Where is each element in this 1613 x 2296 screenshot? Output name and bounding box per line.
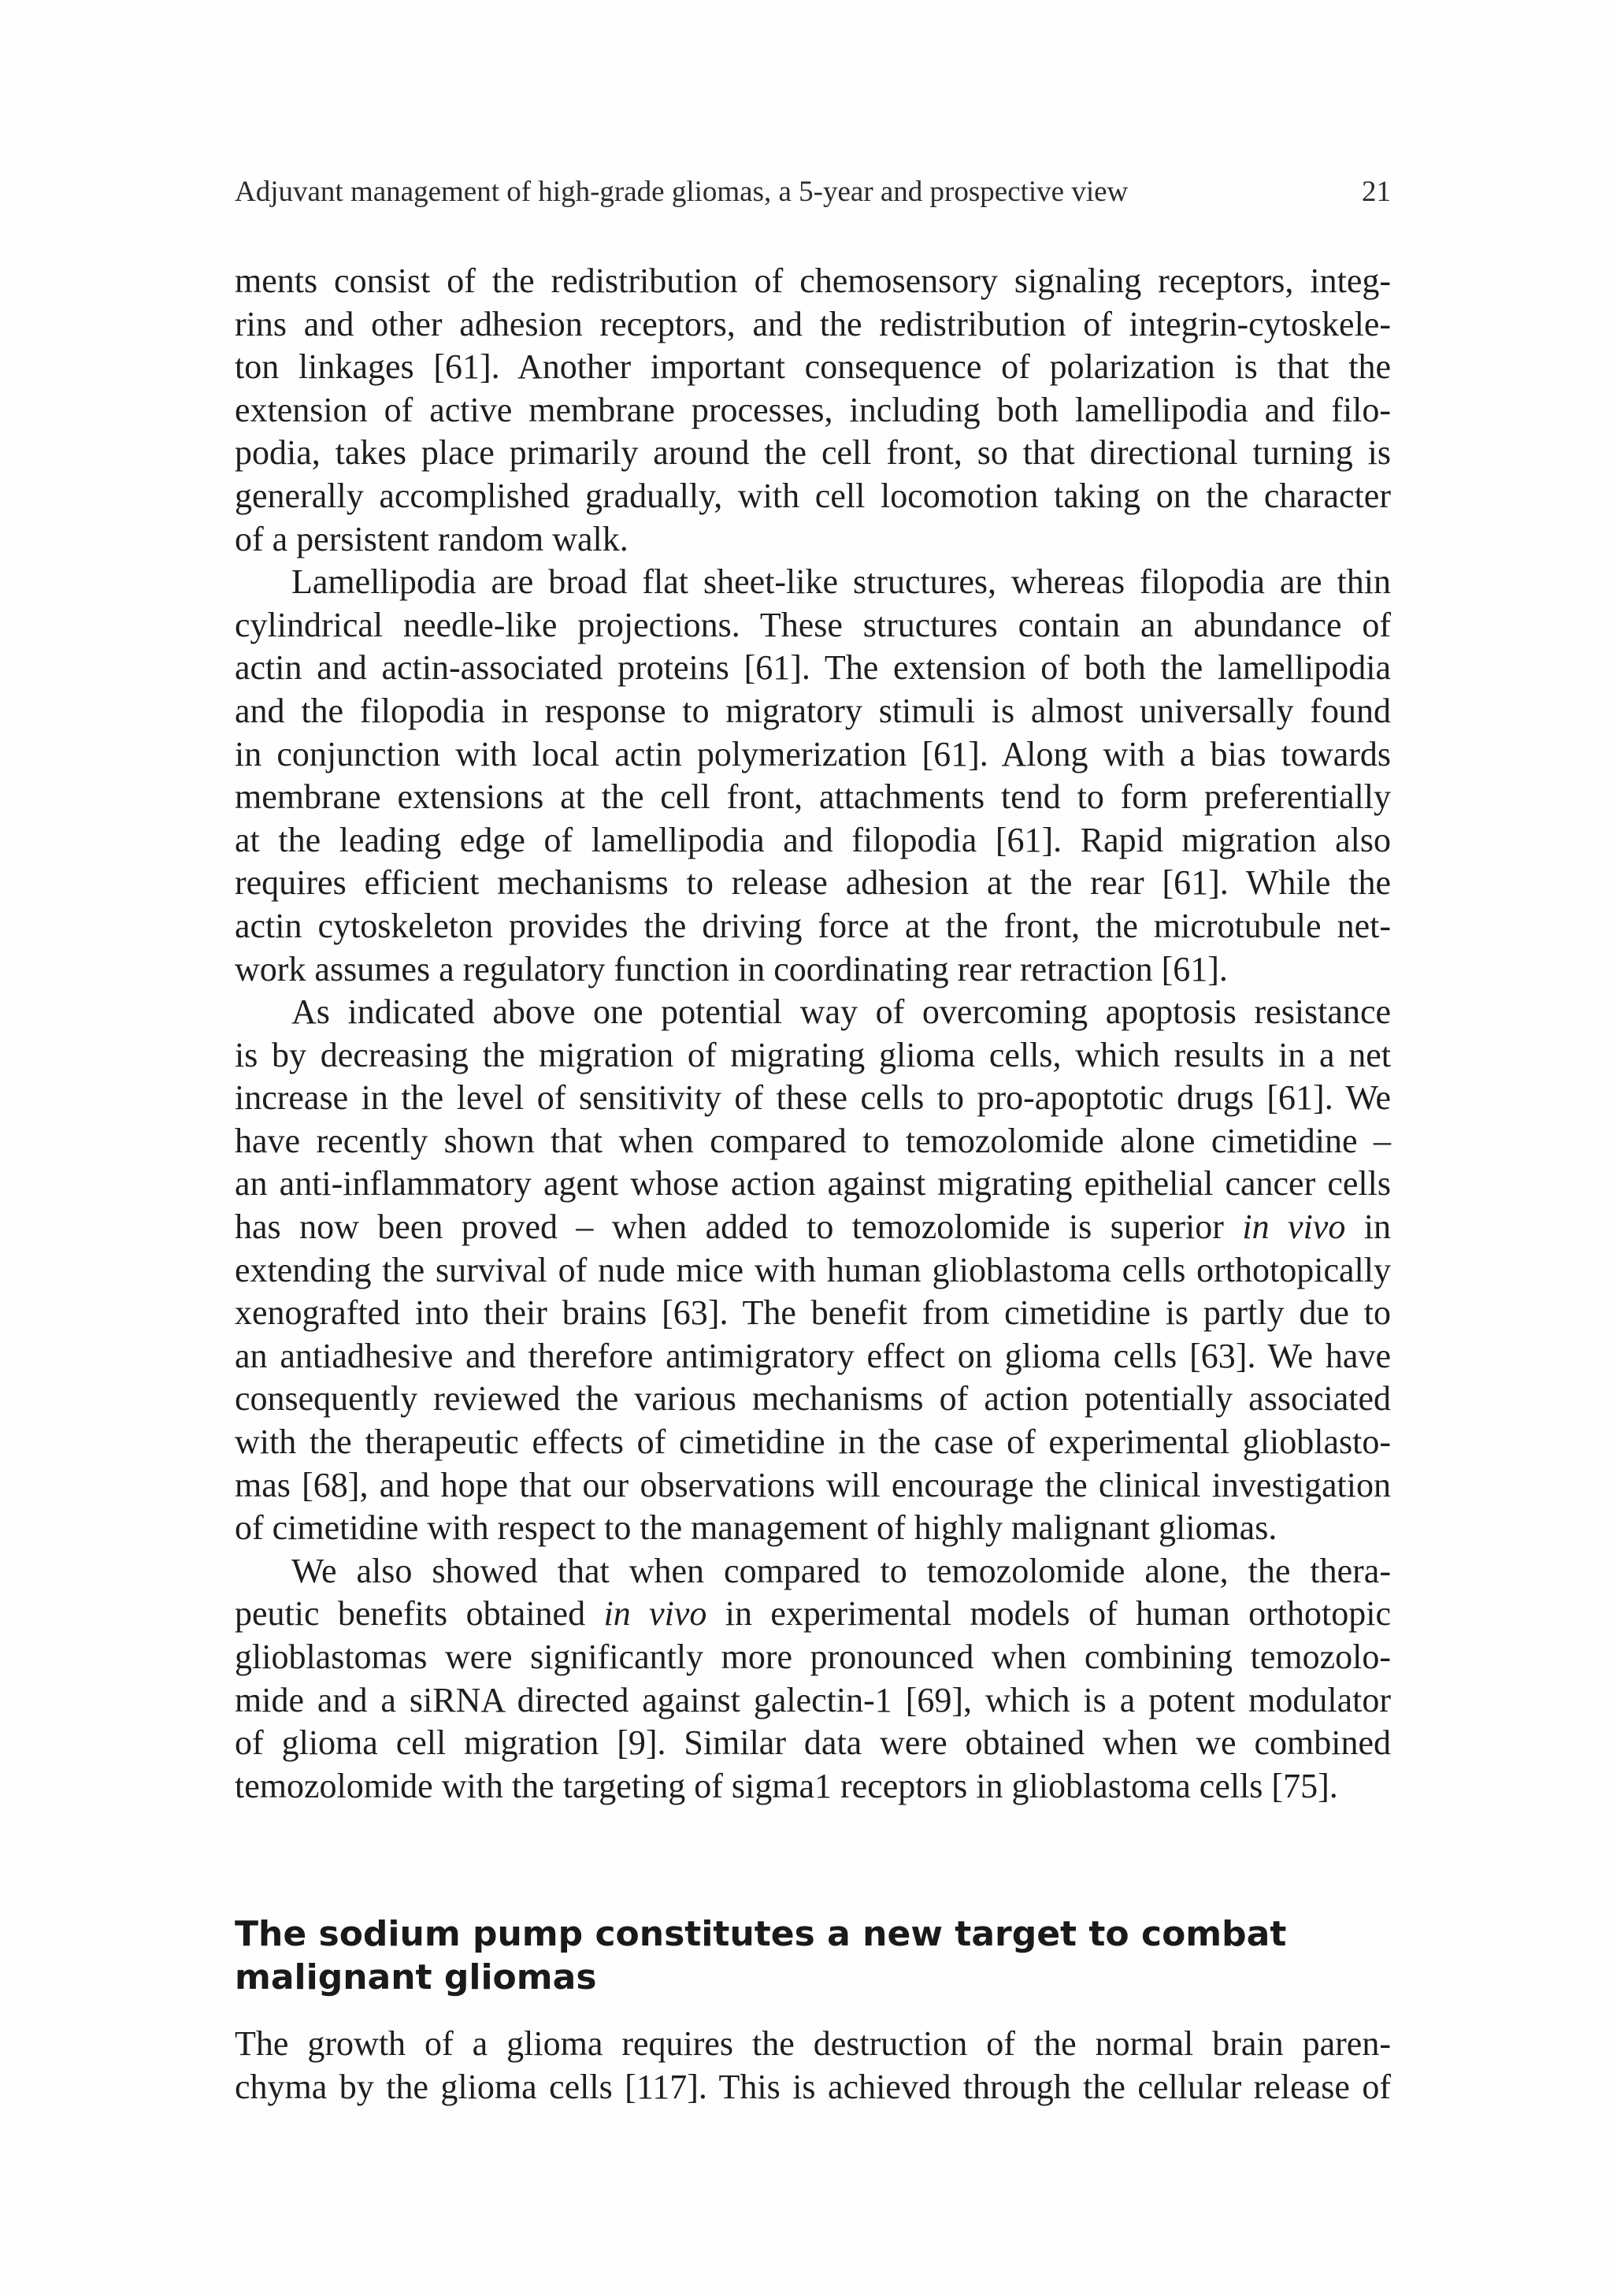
text-segment: peutic benefits obtained: [235, 1594, 586, 1634]
section-heading-line: The sodium pump constitutes a new target to combat: [235, 1914, 1287, 1954]
text-line: rins and other adhesion receptors, and the redistribution of integrin-cytoskele-: [235, 304, 1391, 343]
text-line: mide and a siRNA directed against galectin-1 [69], which is a potent modulator: [235, 1680, 1391, 1719]
text-line: of cimetidine with respect to the management of highly malignant gliomas.: [235, 1508, 1277, 1548]
text-line-with-italic: [235, 1206, 1391, 1249]
text-line: extension of active membrane processes, including both lamellipodia and filo-: [235, 390, 1391, 429]
text-line: of glioma cell migration [9]. Similar data were obtained when we combined: [235, 1723, 1391, 1763]
text-line-with-italic: [235, 1593, 1391, 1636]
text-line: extending the survival of nude mice with human glioblastoma cells orthotopically: [235, 1250, 1391, 1289]
text-line: generally accomplished gradually, with cell locomotion taking on the character: [235, 476, 1391, 515]
text-line: The growth of a glioma requires the destruction of the normal brain paren-: [235, 2024, 1391, 2063]
paragraph-1: [235, 260, 1391, 561]
text-line: xenografted into their brains [63]. The benefit from cimetidine is partly due to: [235, 1293, 1391, 1333]
text-line: increase in the level of sensitivity of these cells to pro-apoptotic drugs [61]. We: [235, 1078, 1391, 1118]
italic-phrase: in vivo: [1242, 1207, 1346, 1247]
italic-phrase: in vivo: [603, 1594, 707, 1634]
text-line: cylindrical needle-like projections. These structures contain an abundance of: [235, 605, 1391, 644]
text-line: actin cytoskeleton provides the driving force at the front, the microtubule net-: [235, 906, 1391, 945]
paragraph-2: [235, 561, 1391, 991]
text-line: glioblastomas were significantly more pronounced when combining temozolo-: [235, 1638, 1391, 1676]
text-line: ton linkages [61]. Another important consequence of polarization is that the: [235, 347, 1391, 387]
text-line: As indicated above one potential way of overcoming apoptosis resistance: [291, 992, 1391, 1032]
text-line: chyma by the glioma cells [117]. This is achieved through the cellular release of: [235, 2067, 1391, 2106]
text-line: consequently reviewed the various mechanisms of action potentially associated: [235, 1379, 1391, 1419]
text-line: in conjunction with local actin polymerization [61]. Along with a bias towards: [235, 734, 1391, 773]
text-line: with the therapeutic effects of cimetidine in the case of experimental glioblasto-: [235, 1422, 1391, 1462]
section-heading-line: malignant gliomas: [235, 1957, 597, 1997]
running-head: [235, 175, 1391, 216]
text-line: temozolomide with the targeting of sigma1 receptors in glioblastoma cells [75].: [235, 1766, 1338, 1805]
text-line: have recently shown that when compared to temozolomide alone cimetidine –: [235, 1121, 1391, 1160]
text-line: at the leading edge of lamellipodia and filopodia [61]. Rapid migration also: [235, 820, 1391, 859]
text-line: is by decreasing the migration of migrating glioma cells, which results in a net: [235, 1035, 1391, 1074]
text-segment: in experimental models of human orthotopic: [725, 1594, 1391, 1634]
section-heading: [235, 1912, 1391, 1999]
paragraph-4: [235, 1550, 1391, 1808]
body-text: [235, 260, 1391, 1808]
text-line: an antiadhesive and therefore antimigratory effect on glioma cells [63]. We have: [235, 1336, 1391, 1375]
text-line: work assumes a regulatory function in coordinating rear retraction [61].: [235, 949, 1228, 989]
text-line: Lamellipodia are broad flat sheet-like structures, whereas filopodia are thin: [291, 562, 1391, 602]
text-line: of a persistent random walk.: [235, 519, 629, 558]
text-line: mas [68], and hope that our observations will encourage the clinical investigation: [235, 1465, 1391, 1504]
running-head-title: Adjuvant management of high-grade gliomas, a 5-year and prospective view: [235, 176, 1129, 208]
text-line: and the filopodia in response to migratory stimuli is almost universally found: [235, 691, 1391, 730]
text-segment: has now been proved – when added to temozolomide is superior: [235, 1207, 1224, 1247]
page-number: 21: [1362, 176, 1391, 208]
section-body: [235, 2023, 1391, 2109]
text-line: membrane extensions at the cell front, attachments tend to form preferentially: [235, 777, 1391, 817]
paragraph-3: [235, 991, 1391, 1550]
text-line: actin and actin-associated proteins [61]. The extension of both the lamellipodia: [235, 648, 1391, 688]
text-line: requires efficient mechanisms to release adhesion at the rear [61]. While the: [235, 863, 1391, 903]
text-line: We also showed that when compared to temozolomide alone, the thera-: [291, 1551, 1391, 1590]
text-segment: in: [1363, 1207, 1392, 1247]
text-line: podia, takes place primarily around the cell front, so that directional turning is: [235, 433, 1391, 473]
text-line: ments consist of the redistribution of chemosensory signaling receptors, integ-: [235, 261, 1391, 300]
text-line: an anti-inflammatory agent whose action against migrating epithelial cancer cells: [235, 1164, 1391, 1204]
